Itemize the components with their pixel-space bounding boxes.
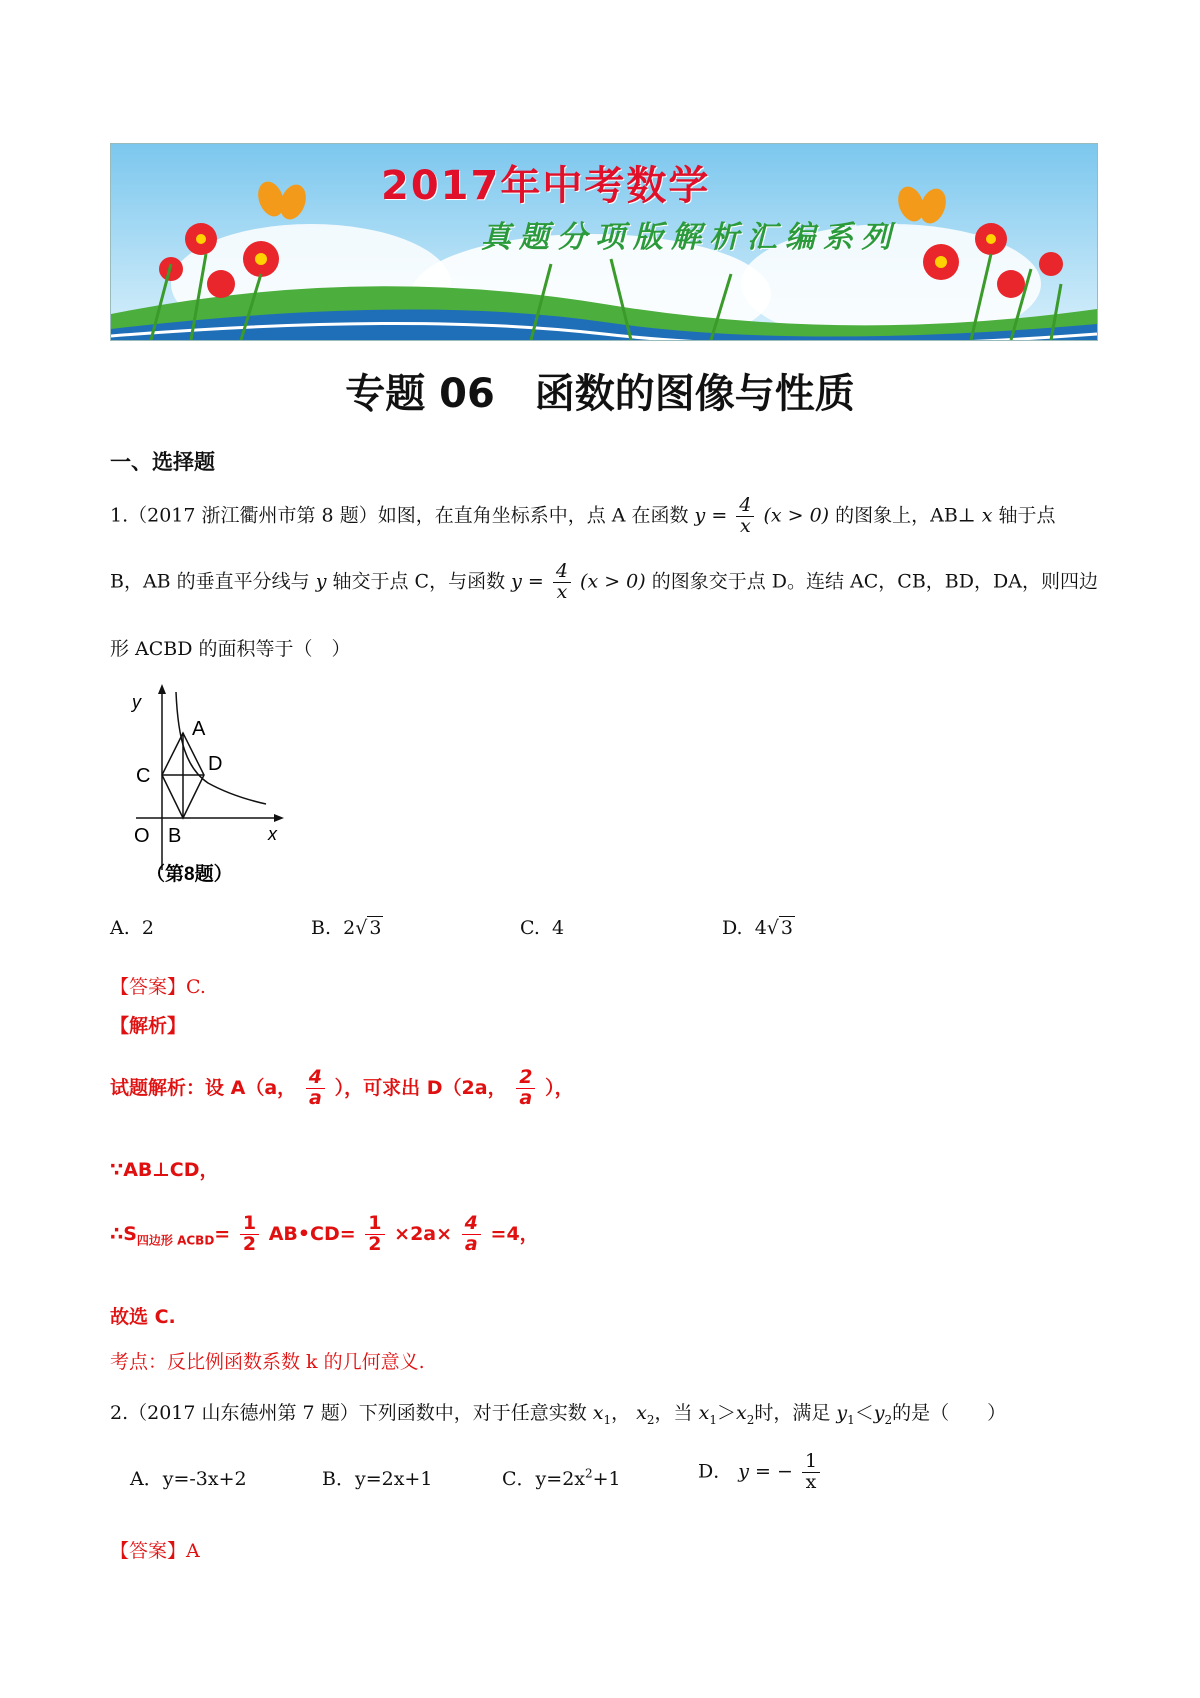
fig-y-label: y xyxy=(132,692,141,712)
frac-num: 1 xyxy=(240,1214,259,1235)
option-label: B. xyxy=(311,917,332,939)
sol-half1 xyxy=(240,1214,259,1255)
fig-caption: （第8题） xyxy=(146,864,233,885)
frac-den: 2 xyxy=(368,1232,382,1255)
q2-stem xyxy=(110,1398,1006,1427)
sol-fraction3 xyxy=(462,1214,481,1255)
frac-den: x xyxy=(556,580,568,603)
q2-option-a[interactable]: A．y=-3x+2 xyxy=(130,1468,247,1490)
q1-option-c[interactable] xyxy=(520,917,564,939)
sol-text: 试题解析：设 A（a， xyxy=(110,1076,297,1099)
q1-text4: B，AB 的垂直平分线与 xyxy=(110,570,310,593)
sub: 1 xyxy=(709,1412,717,1427)
option-value: 4 xyxy=(552,917,565,939)
fig-point-d: D xyxy=(208,753,223,775)
sol-eq: = xyxy=(214,1222,231,1245)
q2-y1: y xyxy=(836,1402,848,1424)
option-label: A. xyxy=(110,917,130,939)
section-heading: 一、选择题 xyxy=(110,450,215,474)
q1-solution-line3 xyxy=(110,1214,539,1255)
option-text2: +1 xyxy=(592,1468,621,1490)
q1-fraction2 xyxy=(553,562,571,603)
sol-fraction1 xyxy=(306,1068,325,1109)
q1-option-b[interactable]: B. 2√ 3 xyxy=(311,917,382,939)
q1-text2: 的图象上，AB⊥ xyxy=(835,504,976,527)
q2-x1: x xyxy=(592,1402,604,1424)
q1-text: 1.（2017 浙江衢州市第 8 题）如图，在直角坐标系中，点 A 在函数 xyxy=(110,504,689,527)
sol-text2: ），可求出 D（2a， xyxy=(334,1076,507,1099)
frac-num: 4 xyxy=(553,562,571,583)
sub: 1 xyxy=(603,1412,612,1427)
frac-num: 4 xyxy=(306,1068,325,1089)
option-radicand: 3 xyxy=(369,917,382,939)
sol-half2 xyxy=(365,1214,384,1255)
q1-yeq2: y = xyxy=(511,570,544,593)
x-axis-arrow xyxy=(274,814,284,822)
q2-x1b: x xyxy=(698,1402,710,1424)
frac-den: x xyxy=(739,514,751,537)
option-label: D． xyxy=(698,1460,733,1483)
q1-answer: 【答案】C. xyxy=(110,976,206,998)
sol-ab: AB•CD= xyxy=(268,1222,356,1245)
q2-option-d[interactable] xyxy=(698,1452,823,1493)
option-text: C．y=2x xyxy=(502,1468,585,1490)
sol-times: ×2a× xyxy=(394,1222,453,1245)
q1-yvar: y xyxy=(315,570,327,593)
q1-cond2: (x > 0) xyxy=(580,570,646,593)
option-radicand: 3 xyxy=(780,917,793,939)
q1-text5: 轴交于点 C，与函数 xyxy=(332,570,506,593)
q2-lt: ＜ xyxy=(854,1402,874,1424)
frac-den: a xyxy=(308,1086,322,1109)
q2-when: ，当 xyxy=(654,1402,693,1424)
q1-option-a[interactable] xyxy=(110,917,154,939)
fig-point-a: A xyxy=(192,718,206,740)
sol-fraction2 xyxy=(516,1068,535,1109)
option-coef: 2 xyxy=(343,917,356,939)
q2-gt: ＞ xyxy=(716,1402,736,1424)
q1-figure xyxy=(128,680,288,894)
sol-result: =4， xyxy=(490,1222,539,1245)
q2-y2: y xyxy=(873,1402,885,1424)
option-label: C. xyxy=(520,917,540,939)
q2-text: 2.（2017 山东德州第 7 题）下列函数中，对于任意实数 xyxy=(110,1402,587,1424)
q1-analysis-label: 【解析】 xyxy=(110,1015,187,1037)
q1-solution-line2: ∵AB⊥CD， xyxy=(110,1159,219,1181)
option-coef: 4 xyxy=(754,917,767,939)
q2-x2b: x xyxy=(735,1402,747,1424)
q2-option-c[interactable] xyxy=(502,1464,621,1491)
frac-den: a xyxy=(464,1232,478,1255)
q1-key-point: 考点：反比例函数系数 k 的几何意义. xyxy=(110,1351,425,1373)
hyperbola-curve xyxy=(176,692,266,804)
q1-solution-line4: 故选 C. xyxy=(110,1306,176,1328)
frac-den: 2 xyxy=(242,1232,257,1255)
option-value: 2 xyxy=(141,917,154,939)
fig-point-c: C xyxy=(136,765,151,787)
option-label: D. xyxy=(722,917,743,939)
option-yeq: y = − xyxy=(738,1460,793,1483)
page-title: 专题 06 函数的图像与性质 xyxy=(345,371,855,417)
header-banner xyxy=(110,143,1098,341)
y-axis-arrow xyxy=(158,684,166,694)
frac-den: a xyxy=(519,1086,533,1109)
q2-end: 的是（ ） xyxy=(892,1402,1007,1424)
q2-answer: 【答案】A xyxy=(110,1540,200,1562)
frac-den: x xyxy=(805,1470,817,1493)
frac-num: 4 xyxy=(462,1214,481,1235)
q1-line3: 形 ACBD 的面积等于（ ） xyxy=(110,638,351,660)
fig-point-b: B xyxy=(168,825,182,847)
q1-solution-line1 xyxy=(110,1068,574,1109)
q1-option-d[interactable]: D. 4√ 3 xyxy=(722,917,793,939)
option-fraction xyxy=(802,1452,820,1493)
fig-point-o: O xyxy=(134,825,150,847)
sub: 2 xyxy=(884,1412,893,1427)
q1-cond: (x > 0) xyxy=(763,504,830,527)
frac-num: 1 xyxy=(365,1214,384,1235)
q1-line1 xyxy=(110,496,1056,537)
frac-num: 2 xyxy=(516,1068,535,1089)
fig-x-label: x xyxy=(268,824,277,844)
q1-fraction xyxy=(736,496,754,537)
frac-num: 1 xyxy=(802,1452,820,1473)
sub: 2 xyxy=(646,1412,655,1427)
sol-text3: ）， xyxy=(545,1076,574,1099)
q1-text6: 的图象交于点 D。连结 AC，CB，BD，DA，则四边 xyxy=(651,570,1098,593)
q2-x2: x xyxy=(636,1402,647,1424)
q1-text3: 轴于点 xyxy=(998,504,1056,527)
q2-shi: 时，满足 xyxy=(754,1402,831,1424)
banner-subtitle: 真题分项版解析汇编系列 xyxy=(481,220,899,255)
sub: 2 xyxy=(746,1412,755,1427)
q1-xvar: x xyxy=(981,504,993,527)
frac-num: 4 xyxy=(736,496,754,517)
q2-option-b[interactable]: B．y=2x+1 xyxy=(322,1468,433,1490)
sol-s: ∴S xyxy=(110,1222,137,1245)
q1-yeq: y = xyxy=(694,504,728,527)
q2-comma: ， xyxy=(611,1402,631,1424)
option-sup: 2 xyxy=(585,1466,593,1481)
sol-sub: 四边形 ACBD xyxy=(136,1233,215,1248)
sub: 1 xyxy=(847,1412,855,1427)
banner-title: 2017年中考数学 xyxy=(381,163,711,209)
q1-line2 xyxy=(110,562,1098,603)
